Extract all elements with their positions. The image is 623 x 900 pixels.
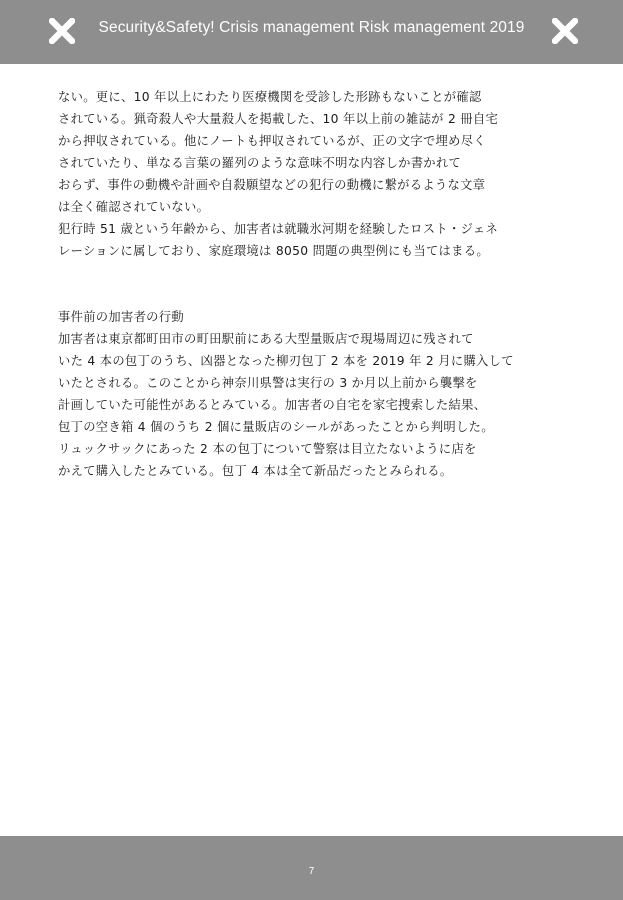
header-title: Security&Safety! Crisis management Risk management 2019 [98,19,525,36]
x-mark-icon [552,18,578,44]
text-line: いた 4 本の包丁のうち、凶器となった柳刃包丁 2 本を 2019 年 2 月に購入して [58,354,514,368]
text-line: 犯行時 51 歳という年齢から、加害者は就職氷河期を経験したロスト・ジェネ [58,222,499,236]
text-line: 加害者は東京都町田市の町田駅前にある大型量販店で現場周辺に残されて [58,332,474,346]
text-line: かえて購入したとみている。包丁 4 本は全て新品だったとみられる。 [58,464,453,478]
text-line: は全く確認されていない。 [58,200,210,214]
document-body [58,86,578,482]
text-line: レーションに属しており、家庭環境は 8050 問題の典型例にも当てはまる。 [58,244,489,258]
paragraph-pre-incident-behavior [58,328,578,482]
text-line: 包丁の空き箱 4 個のうち 2 個に量販店のシールがあったことから判明した。 [58,420,494,434]
text-line: されていたり、単なる言葉の羅列のような意味不明な内容しか書かれて [58,156,462,170]
text-line: されている。猟奇殺人や大量殺人を掲載した、10 年以上前の雑誌が 2 冊自宅 [58,112,499,126]
footer-band [0,836,623,900]
section-heading: 事件前の加害者の行動 [58,310,184,324]
paragraph-offender-background [58,86,578,262]
text-line: ない。更に、10 年以上にわたり医療機関を受診した形跡もないことが確認 [58,90,482,104]
text-line: いたとされる。このことから神奈川県警は実行の 3 か月以上前から襲撃を [58,376,478,390]
header-band [0,0,623,64]
paragraph-spacer [58,262,578,306]
text-line: リュックサックにあった 2 本の包丁について警察は目立たないように店を [58,442,477,456]
text-line: から押収されている。他にノートも押収されているが、正の文字で埋め尽く [58,134,486,148]
text-line: 計画していた可能性があるとみている。加害者の自宅を家宅捜索した結果、 [58,398,487,412]
page-number: 7 [308,866,315,877]
text-line: おらず、事件の動機や計画や自殺願望などの犯行の動機に繋がるような文章 [58,178,486,192]
